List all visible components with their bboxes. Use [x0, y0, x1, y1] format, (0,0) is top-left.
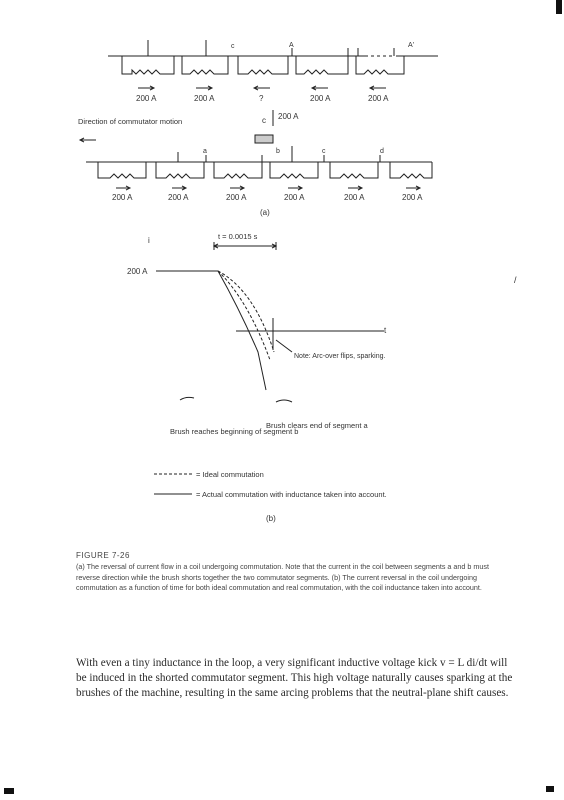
caption-text: (a) The reversal of current flow in a coil undergoing commutation. Note that the current in the coil between segments a and b must reverse direction while the brush shorts together the two commutator segments. (b) The current reversal in the coil undergoing commutation as a function of time for both ideal commutation and real commutation, with the coil inductance taken into account. [76, 562, 489, 593]
direction-arrow [80, 138, 96, 142]
bottom-current-6: 200 A [402, 193, 423, 202]
top-segment-3: A' [408, 42, 415, 49]
bottom-segment-b: b [276, 148, 280, 155]
direction-label-line: Direction of commutator motion [78, 117, 183, 126]
corner-mark-top-right [556, 0, 562, 14]
bottom-current-5: 200 A [344, 193, 365, 202]
top-current-1: 200 A [136, 94, 157, 103]
body-paragraph: With even a tiny inductance in the loop, a very significant inductive voltage kick v = L di/dt will be induced in the shorted commutator segment. This high voltage naturally causes sparking at the brushes of the machine, resulting in the same arcing problems that the neutral-plane shift causes. [76, 657, 513, 700]
top-current-4: 200 A [310, 94, 331, 103]
commutation-curves [156, 271, 384, 402]
bottom-current-4: 200 A [284, 193, 305, 202]
brush-reach-label: Brush reaches beginning of segment b [170, 427, 299, 436]
time-interval-marker [214, 242, 276, 250]
top-current-5: 200 A [368, 94, 389, 103]
figure-b-sub-label: (b) [266, 514, 276, 523]
bottom-current-1: 200 A [112, 193, 133, 202]
bottom-current-3: 200 A [226, 193, 247, 202]
figure-caption [76, 551, 496, 594]
bottom-segment-c: c [322, 148, 326, 155]
top-current-3: ? [259, 94, 264, 103]
figure-a-top-row [108, 40, 438, 90]
bottom-current-2: 200 A [168, 193, 189, 202]
bottom-segment-d: d [380, 148, 384, 155]
time-interval-label: t = 0.0015 s [218, 232, 258, 241]
level-label: 200 A [127, 267, 148, 276]
figure-a-middle-brush [255, 110, 273, 143]
corner-mark-bottom-right [546, 786, 554, 792]
top-segment-2: A [289, 42, 294, 49]
caption-title: FIGURE 7-26 [76, 551, 130, 560]
y-axis-label: i [148, 236, 150, 245]
top-segment-1: c [231, 43, 235, 50]
spark-annotation: Note: Arc-over flips, sparking. [294, 353, 386, 360]
legend-lines [154, 474, 192, 494]
brush-clear-label: Brush clears end of segment a [266, 421, 368, 430]
bottom-segment-a: a [203, 148, 207, 155]
legend-ideal: = Ideal commutation [196, 470, 264, 479]
top-current-2: 200 A [194, 94, 215, 103]
legend-actual: = Actual commutation with inductance taken into account. [196, 490, 387, 499]
t-axis-label: t [384, 326, 387, 335]
figure-a-sub-label: (a) [260, 208, 270, 217]
stray-mark: / [514, 275, 517, 285]
middle-segment: c [262, 116, 266, 125]
middle-current: 200 A [278, 112, 299, 121]
direction-label [78, 117, 182, 126]
corner-mark-bottom-left [4, 788, 14, 794]
